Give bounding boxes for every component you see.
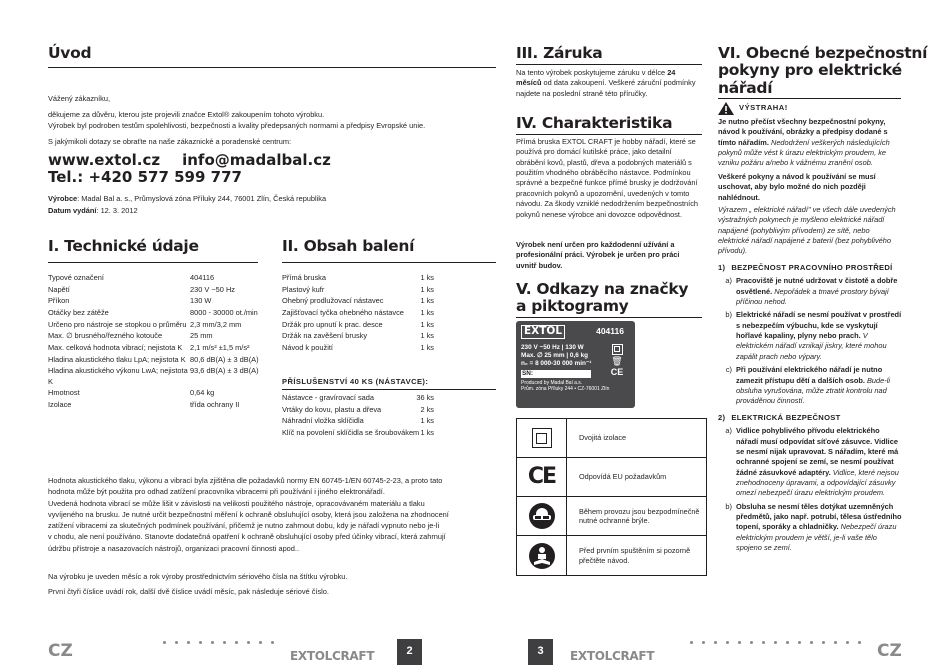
serial-info-paragraph	[48, 572, 496, 599]
pictogram-table	[516, 418, 707, 576]
divider	[48, 262, 258, 263]
noise-info-paragraph	[48, 476, 496, 555]
ce-mark-icon: CE	[527, 463, 556, 489]
row-value: 2 ks	[420, 404, 434, 414]
safety-goggles-icon	[528, 502, 556, 530]
safety-paragraph: Je nutno přečíst všechny bezpečnostní pokyny, návod k používání, obrázky a předpisy dodané s tímto nářadím. Nedodržení veškerých následujících pokynů může vést k úrazu elektrickým proudem, ke vzniku požáru a/nebo k vážnému zranění osob.	[718, 117, 890, 168]
row-label: Ohebný prodlužovací nástavec	[282, 296, 384, 306]
issue-date-line	[48, 206, 138, 216]
row-label: Návod k použití	[282, 342, 333, 352]
logo-craft: CRAFT	[331, 649, 375, 663]
page-number: 3	[528, 639, 553, 665]
row-value: 36 ks	[416, 393, 434, 402]
row-value: 404116	[190, 273, 215, 282]
label-serial: SN:	[521, 370, 591, 378]
table-row	[282, 308, 434, 318]
row-value: 80,6 dB(A) ± 3 dB(A)	[190, 354, 259, 364]
pictogram-text: Odpovídá EU požadavkům	[567, 458, 706, 497]
marks-title: V. Odkazy na značky a piktogramy	[516, 280, 689, 316]
list-item: b) Obsluha se nesmí těles dotýkat uzemněných předmětů, jako např. potrubí, tělesa ústředního topení, sporáky a chladničky. Nebezpečí úrazu elektrickým proudem je větší, je-li vaše tělo spojeno se zemí.	[725, 501, 902, 553]
row-label: Plastový kufr	[282, 284, 325, 294]
text-line: Uvedená hodnota vibrací se může lišit v závislosti na velikosti použitého nástroje, opracovávaném materiálu a tlaku	[48, 498, 425, 508]
table-row	[48, 296, 263, 306]
text-line: Na výrobku je uveden měsíc a rok výroby prostřednictvím sériového čísla na štítku výrobku.	[48, 572, 348, 581]
row-label: Otáčky bez zátěže	[48, 307, 109, 317]
table-row	[282, 285, 434, 295]
row-label: Náhradní vložka sklíčidla	[282, 416, 364, 426]
table-row	[282, 393, 434, 403]
warranty-text: Na tento výrobek poskytujeme záruku v délce 24 měsíců od data zakoupení. Veškeré záruční podmínky najdete na poslední straně této příručky.	[516, 68, 696, 98]
list-item: b) Elektrické nářadí se nesmí používat v prostředí s nebezpečím výbuchu, kde se vyskytují hořlavé kapaliny, plyny nebo prach. V elektrickém nářadí vznikají jiskry, které mohou zapálit prach nebo výpary.	[725, 310, 902, 361]
row-value: 93,6 dB(A) ± 3 dB(A)	[190, 366, 259, 376]
label-model: 404116	[596, 326, 624, 337]
table-row	[282, 296, 434, 306]
package-table	[282, 273, 434, 353]
divider	[516, 64, 702, 65]
row-value: 1 ks	[420, 331, 434, 341]
table-row	[48, 285, 263, 295]
row-label: Určeno pro nástroje se stopkou o průměru	[48, 319, 187, 329]
row-label: Nástavce - gravírovací sada	[282, 393, 375, 402]
row-value: 8000 - 30000 ot./min	[190, 307, 258, 317]
pictogram-cell	[517, 536, 567, 575]
logo-extol: EXTOL	[570, 649, 612, 663]
subsection-heading: 1) BEZPEČNOST PRACOVNÍHO PROSTŘEDÍ	[718, 262, 893, 272]
text-line: První čtyři číslice uvádí rok, další dvě číslice uvádí měsíc, pak následuje sériové číslo.	[48, 587, 329, 597]
row-value: 1 ks	[420, 416, 434, 426]
label-brand: EXTOL	[521, 325, 565, 339]
issue-date-label: Datum vydání	[48, 206, 97, 215]
text-line: v chodu, ale není používáno. Stanovte dodatečná opatření k ochraně obsluhující osoby před účinky vibrací, která zahrnují	[48, 532, 446, 542]
pictogram-text: Dvojitá izolace	[567, 419, 706, 458]
pictogram-cell	[517, 458, 567, 497]
row-label: Hladina akustického tlaku LpA; nejistota K	[48, 354, 186, 364]
email-link[interactable]: info@madalbal.cz	[182, 151, 331, 169]
footer-dots	[163, 641, 274, 644]
tech-data-table	[48, 273, 263, 410]
divider	[718, 98, 901, 99]
text-line: zatížení vibracemi za skutečných podmínek používání, přičemž je nutno zahrnout dobu, kdy je nářadí vypnuto nebo je-li	[48, 521, 440, 530]
read-manual-icon	[528, 542, 556, 570]
row-value: 230 V ~50 Hz	[190, 284, 235, 294]
manufacturer-label: Výrobce	[48, 194, 78, 203]
characteristics-title: IV. Charakteristika	[516, 114, 673, 132]
safety-paragraph: Veškeré pokyny a návod k používání se musí uschovat, aby bylo možné do nich později nahlédnout.	[718, 171, 876, 202]
pictogram-text: Před prvním spuštěním si pozorně přečtěte návod.	[579, 546, 691, 565]
table-row	[48, 388, 263, 398]
text-line: vyvíjeného na brusku. Je nutné určit bezpečnostní měření k ochraně obsluhující osoby, která jsou založena na zhodnocení	[48, 509, 449, 519]
accessories-title: PŘÍSLUŠENSTVÍ 40 KS (NÁSTAVCE):	[282, 377, 429, 386]
table-row	[282, 405, 434, 415]
table-row	[48, 400, 263, 410]
safety-content	[718, 102, 902, 554]
list-item: a) Pracoviště je nutné udržovat v čistotě a dobře osvětlené. Nepořádek a tmavé prostory bývají příčinou nehod.	[725, 276, 898, 307]
page-number: 2	[397, 639, 422, 665]
package-title: II. Obsah balení	[282, 237, 415, 255]
subsection-heading: 2) ELEKTRICKÁ BEZPEČNOST	[718, 412, 841, 422]
list-item: a) Vidlice pohyblivého přívodu elektrického nářadí musí odpovídat síťové zásuvce. Vidlice se nesmí nijak upravovat. S nářadím, které má ochranné spojení se zemí, se nesmí používat žádné zásuvkové adaptéry. Vidlice, které nejsou znehodnoceny úpravami, a odpovídající zásuvky omezí nebezpečí úrazu elektrickým proudem.	[725, 426, 899, 498]
pictogram-text: Během provozu jsou bezpodmínečně nutné ochranné brýle.	[567, 497, 706, 536]
warning-triangle-icon	[718, 102, 734, 115]
website-link[interactable]: www.extol.cz	[48, 151, 161, 169]
logo-extol: EXTOL	[290, 649, 332, 663]
characteristics-text: Přímá bruska EXTOL CRAFT je hobby nářadí, které se používá pro domácí kutilské práce, jako detailní obrábění kovů, plastů, dřeva a podobných materiálů s použitím vhodného obráběcího nástavce. Podmínkou správné a bezpečné funkce přímé brusky je dodržování pracovních pokynů a upozornění, uvedených v tomto návodu. Za škody vzniklé nedodržením bezpečnostních pokynů nenese výrobce ani dovozce odpovědnost.	[516, 137, 698, 219]
accessories-table	[282, 393, 434, 438]
row-value: 25 mm	[190, 331, 213, 341]
footer-dots	[690, 641, 861, 644]
safety-title: VI. Obecné bezpečnostní pokyny pro elektrické nářadí	[718, 44, 928, 97]
phone-number: Tel.: +420 577 599 777	[48, 168, 242, 187]
text-line: hodnota může být použita pro odhad zatížení pracovníka vibracemi při používání i jiného elektronářadí.	[48, 487, 385, 497]
row-value: 1 ks	[420, 427, 434, 437]
divider	[516, 317, 702, 318]
divider	[282, 389, 496, 390]
table-row	[282, 343, 434, 353]
brand-logo	[290, 648, 374, 665]
row-value: třída ochrany II	[190, 399, 240, 409]
text-line: údržbu přístroje a nasazovacích nástrojů, organizaci pracovní činnosti apod..	[48, 543, 300, 553]
table-row	[48, 273, 263, 283]
row-value: 2,1 m/s² ±1,5 m/s²	[190, 342, 250, 352]
row-value: 1 ks	[420, 296, 434, 306]
warning-label: VÝSTRAHA!	[739, 103, 788, 113]
row-label: Napětí	[48, 284, 70, 294]
table-row	[48, 320, 263, 330]
divider	[282, 262, 496, 263]
brand-logo	[570, 648, 654, 665]
row-label: Držák pro upnutí k prac. desce	[282, 319, 383, 329]
row-label: Klíč na povolení sklíčidla se šroubovákem	[282, 427, 420, 437]
label-line: Max. ∅ 25 mm | 0,6 kg	[521, 351, 589, 359]
row-label: Vrtáky do kovu, plastu a dřeva	[282, 404, 382, 414]
row-value: 1 ks	[420, 284, 434, 294]
divider	[516, 134, 702, 135]
manufacturer-line	[48, 194, 326, 204]
label-footer: Prům. zóna Příluky 244 • CZ-76001 Zlín	[521, 385, 610, 392]
table-row	[282, 273, 434, 283]
row-label: Typové označení	[48, 273, 104, 282]
logo-craft: CRAFT	[611, 649, 655, 663]
row-label: Izolace	[48, 399, 72, 409]
pictogram-cell	[517, 419, 567, 458]
warning-heading	[718, 102, 902, 115]
intro-title: Úvod	[48, 44, 92, 62]
row-value: 1 ks	[420, 319, 434, 329]
row-label: Přímá bruska	[282, 273, 326, 282]
table-row	[48, 343, 263, 353]
list-item: c) Při používání elektrického nářadí je nutno zamezit přístupu dětí a dalších osob. Bude-li obsluha vyrušována, může ztratit kontrolu nad prováděnou činností.	[725, 365, 891, 406]
row-label: Držák na zavěšení brusky	[282, 331, 368, 341]
row-label: Max. celková hodnota vibrací; nejistota K	[48, 342, 183, 352]
label-footer: Produced by Madal Bal a.s.	[521, 379, 583, 386]
safety-paragraph: Výrazem „ elektrické nářadí" ve všech dále uvedených výstražných pokynech je myšleno elektrické nářadí napájené (pohyblivým přívodem) ze sítě, nebo elektrické nářadí napájené z baterií (bez pohyblivého přívodu).	[718, 204, 896, 256]
table-row	[282, 320, 434, 330]
ce-mark-icon: CE	[610, 366, 624, 377]
row-label: Hladina akustického výkonu LwA; nejistota K	[48, 366, 188, 386]
table-row	[48, 366, 263, 387]
weee-bin-icon: 🗑	[611, 355, 623, 366]
issue-date-value: : 12. 3. 2012	[96, 206, 138, 215]
rating-label	[516, 321, 635, 408]
characteristics-notice: Výrobek není určen pro každodenní užívání a profesionální práci. Výrobek je určen pro práci uvnitř budov.	[516, 240, 680, 270]
label-line: 230 V ~50 Hz | 130 W	[521, 343, 584, 351]
label-line: n₀ = 8 000-30 000 min⁻¹	[521, 359, 592, 367]
pictogram-cell	[517, 497, 567, 536]
table-row	[48, 355, 263, 365]
intro-text: S jakýmikoli dotazy se obraťte na naše zákaznické a poradenské centrum:	[48, 137, 292, 146]
table-row	[282, 331, 434, 341]
row-label: Zajišťovací tyčka ohebného nástavce	[282, 307, 404, 317]
row-value: 0,64 kg	[190, 388, 215, 398]
table-row	[48, 308, 263, 318]
row-value: 1 ks	[420, 342, 434, 352]
language-code: CZ	[48, 641, 73, 661]
row-label: Hmotnost	[48, 388, 80, 398]
language-code: CZ	[877, 641, 902, 661]
manufacturer-value: : Madal Bal a. s., Průmyslová zóna Příluky 244, 76001 Zlín, Česká republika	[77, 194, 327, 203]
intro-text: děkujeme za důvěru, kterou jste projevili značce Extol® zakoupením tohoto výrobku.	[48, 110, 325, 119]
double-insulation-icon	[532, 428, 552, 448]
row-value: 2,3 mm/3,2 mm	[190, 319, 242, 329]
table-row	[282, 428, 434, 438]
greeting: Vážený zákazníku,	[48, 94, 111, 103]
row-label: Příkon	[48, 296, 70, 306]
row-value: 130 W	[190, 296, 212, 306]
double-insulation-icon	[612, 344, 623, 355]
row-label: Max. ∅ brusného/řezného kotouče	[48, 331, 163, 341]
table-row	[282, 416, 434, 426]
divider	[48, 67, 496, 68]
intro-text: Výrobek byl podroben testům spolehlivosti, bezpečnosti a kvality předepsaných normami a předpisy Evropské unie.	[48, 121, 426, 130]
warranty-title: III. Záruka	[516, 44, 603, 62]
tech-data-title: I. Technické údaje	[48, 237, 199, 255]
text-line: Hodnota akustického tlaku, výkonu a vibrací byla zjištěna dle požadavků normy EN 60745-1/EN 60745-2-23, a proto tato	[48, 476, 443, 485]
table-row	[48, 331, 263, 341]
row-value: 1 ks	[420, 273, 434, 282]
row-value: 1 ks	[420, 307, 434, 317]
